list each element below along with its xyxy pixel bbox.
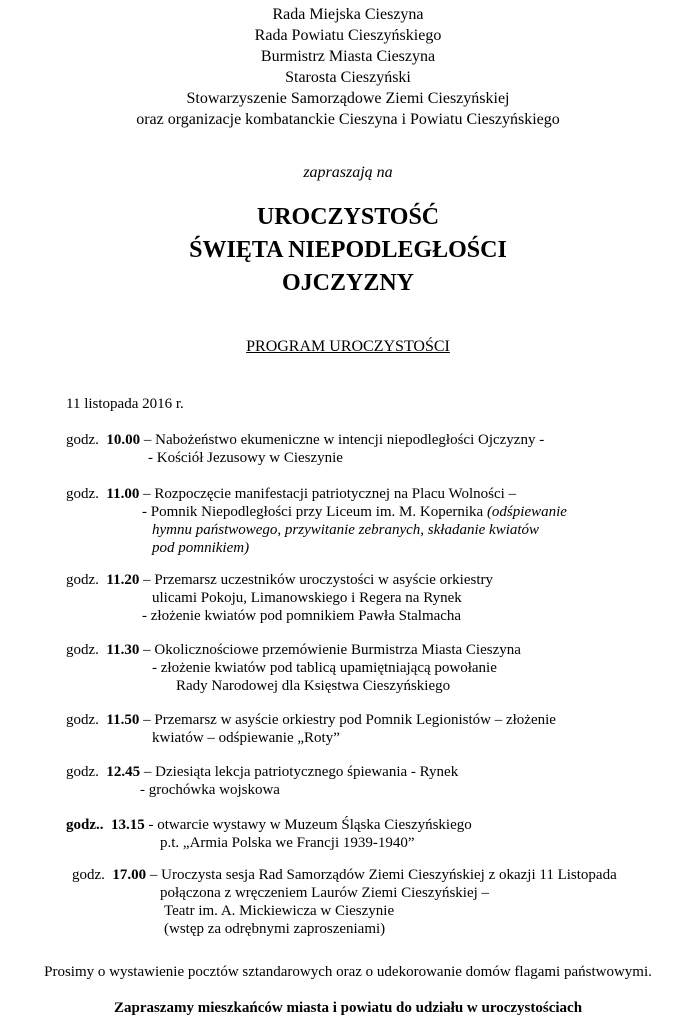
final-invitation: Zapraszamy mieszkańców miasta i powiatu do udziału w uroczystościach <box>113 1000 583 1016</box>
event-line: p.t. „Armia Polska we Francji 1939-1940” <box>160 835 415 851</box>
event-time: 11.00 <box>106 486 140 502</box>
event-time: 11.50 <box>106 712 140 728</box>
event-line: kwiatów – odśpiewanie „Roty” <box>152 730 340 746</box>
event-line: – Okolicznościowe przemówienie Burmistrza Miasta Cieszyna <box>143 642 521 658</box>
event-11-30 <box>66 641 521 659</box>
event-11-50 <box>66 711 556 729</box>
program-heading <box>0 338 696 356</box>
organizer-line: Rada Powiatu Cieszyńskiego <box>254 27 442 44</box>
title-line: ŚWIĘTA NIEPODLEGŁOŚCI <box>189 237 507 263</box>
event-time: 17.00 <box>112 867 147 883</box>
organizer-line: Rada Miejska Cieszyna <box>272 6 424 23</box>
event-line: – Dziesiąta lekcja patriotycznego śpiewania - Rynek <box>143 764 459 780</box>
event-line: Rady Narodowej dla Księstwa Cieszyńskiego <box>176 678 451 694</box>
event-line: – Nabożeństwo ekumeniczne w intencji niepodległości Ojczyzny - <box>143 432 545 448</box>
event-time: 11.20 <box>106 572 140 588</box>
event-13-15 <box>66 816 472 834</box>
event-line: – Uroczysta sesja Rad Samorządów Ziemi Cieszyńskiej z okazji 11 Listopada <box>149 867 617 883</box>
program-date: 11 listopada 2016 r. <box>66 396 184 412</box>
event-line: ulicami Pokoju, Limanowskiego i Regera na Rynek <box>152 590 462 606</box>
event-line: Teatr im. A. Mickiewicza w Cieszynie <box>164 903 395 919</box>
organizer-line: Starosta Cieszyński <box>285 69 411 86</box>
organizer-line: Stowarzyszenie Samorządowe Ziemi Cieszyńskiej <box>186 90 510 107</box>
event-line: połączona z wręczeniem Laurów Ziemi Cieszyńskiej – <box>160 885 490 901</box>
event-line: - złożenie kwiatów pod tablicą upamiętniającą powołanie <box>152 660 497 676</box>
event-line-italic: (odśpiewanie <box>486 504 567 520</box>
organizer-line: oraz organizacje kombatanckie Cieszyna i Powiatu Cieszyńskiego <box>136 111 560 128</box>
event-12-45 <box>66 763 458 781</box>
event-17-00 <box>72 866 617 884</box>
time-prefix: godz. <box>66 642 99 658</box>
event-line: (wstęp za odrębnymi zaproszeniami) <box>164 921 386 937</box>
event-line: – Rozpoczęcie manifestacji patriotycznej na Placu Wolności – <box>143 486 517 502</box>
organizers-block <box>0 4 696 130</box>
event-line: - grochówka wojskowa <box>140 782 280 798</box>
program-heading-text: PROGRAM UROCZYSTOŚCI <box>246 338 450 355</box>
event-time: 11.30 <box>106 642 140 658</box>
event-10-00 <box>66 431 544 449</box>
invite-text: zapraszają na <box>303 164 393 181</box>
event-line-text: - Pomnik Niepodległości przy Liceum im. M. Kopernika <box>142 504 484 520</box>
time-prefix: godz. <box>66 432 99 448</box>
event-11-00 <box>66 485 516 503</box>
time-prefix: godz.. <box>66 817 104 833</box>
event-line: hymnu państwowego, przywitanie zebranych, składanie kwiatów <box>152 522 540 538</box>
time-prefix: godz. <box>66 712 99 728</box>
time-prefix: godz. <box>66 572 99 588</box>
event-line: – Przemarsz uczestników uroczystości w asyście orkiestry <box>143 572 494 588</box>
event-time: 12.45 <box>106 764 141 780</box>
title-line: UROCZYSTOŚĆ <box>256 204 440 230</box>
event-time: 10.00 <box>106 432 141 448</box>
event-line: - złożenie kwiatów pod pomnikiem Pawła Stalmacha <box>142 608 462 624</box>
closing-note: Prosimy o wystawienie pocztów sztandarowych oraz o udekorowanie domów flagami państwowymi. <box>44 964 652 980</box>
event-time: 13.15 <box>111 817 145 833</box>
event-line: - otwarcie wystawy w Muzeum Śląska Cieszyńskiego <box>148 817 472 833</box>
event-title <box>0 201 696 300</box>
time-prefix: godz. <box>72 867 105 883</box>
event-line <box>142 503 567 521</box>
organizer-line: Burmistrz Miasta Cieszyna <box>260 48 436 65</box>
time-prefix: godz. <box>66 486 99 502</box>
event-11-20 <box>66 571 493 589</box>
time-prefix: godz. <box>66 764 99 780</box>
event-line: – Przemarsz w asyście orkiestry pod Pomnik Legionistów – złożenie <box>143 712 556 728</box>
event-line: - Kościół Jezusowy w Cieszynie <box>148 450 343 466</box>
event-line: pod pomnikiem) <box>152 540 250 556</box>
title-line: OJCZYZNY <box>281 270 414 296</box>
